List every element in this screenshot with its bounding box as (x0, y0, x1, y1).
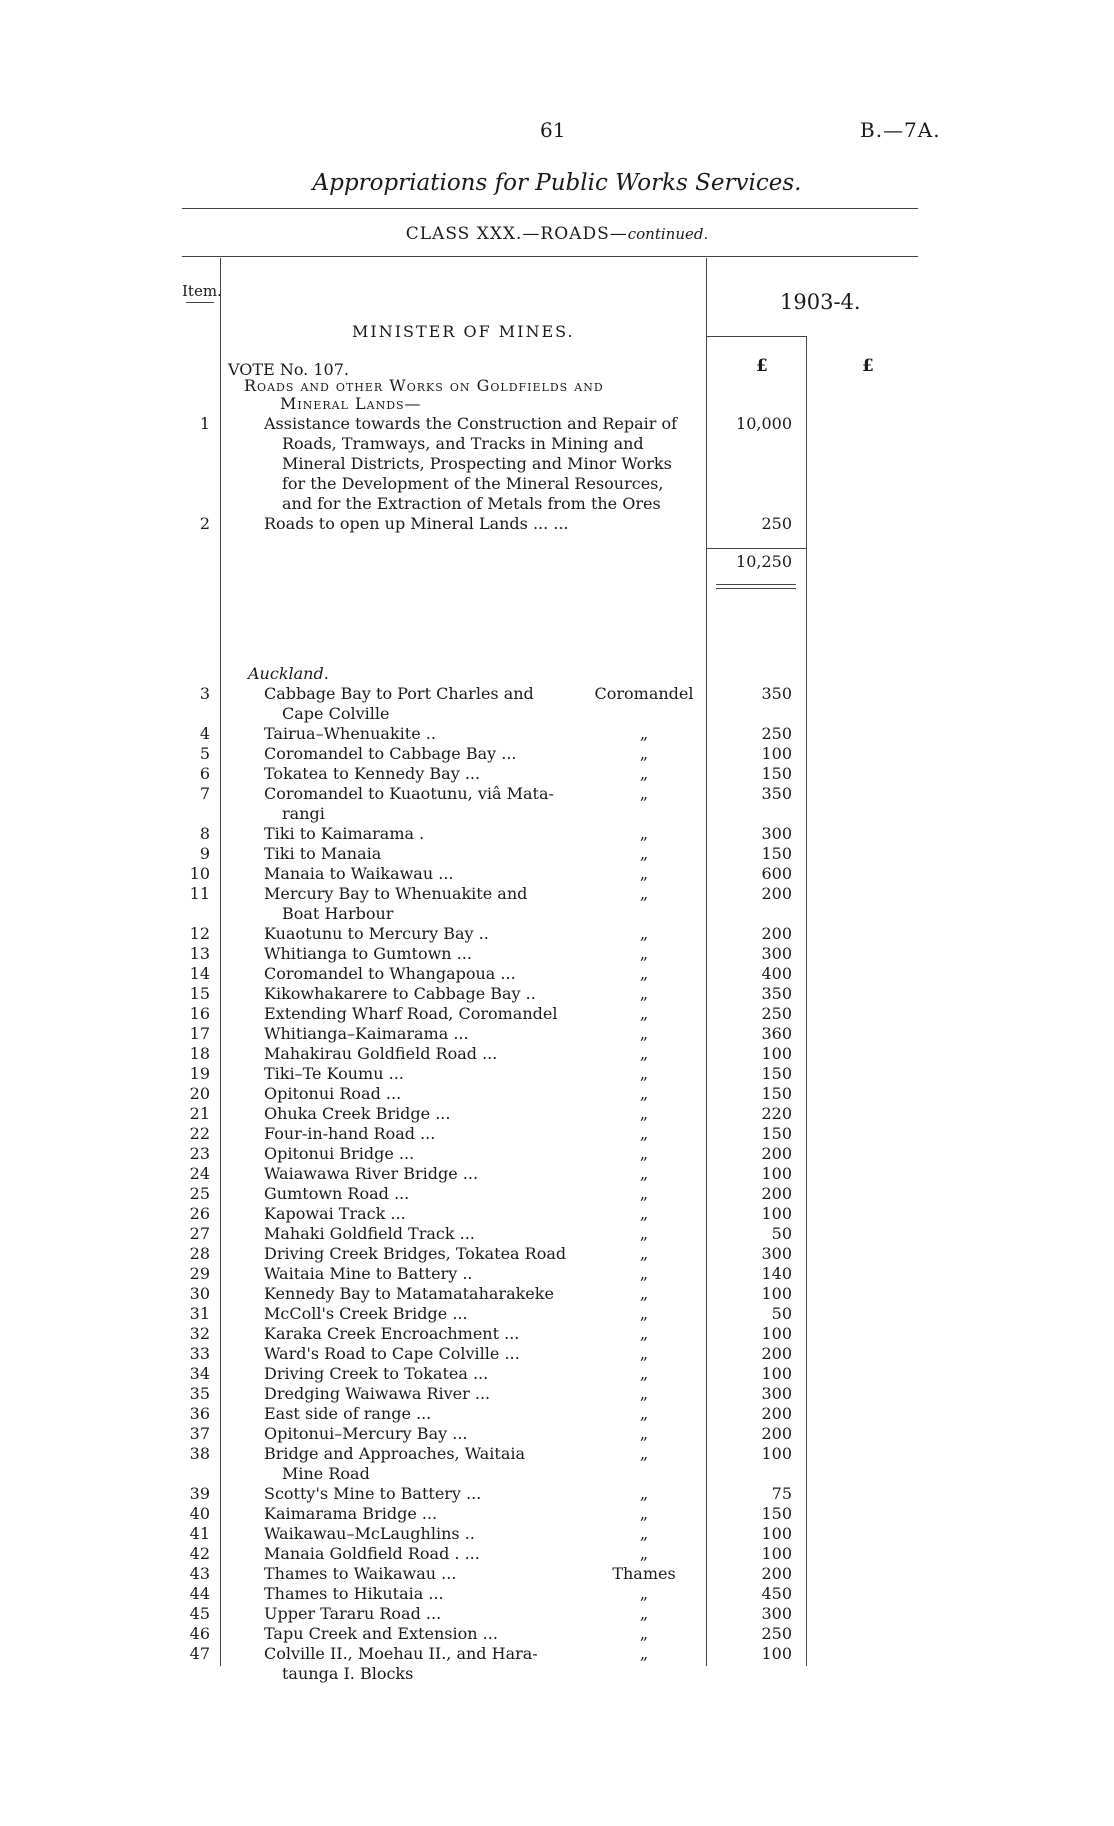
row-description: Thames to Waikawau ... (264, 1564, 457, 1583)
row-description: Tiki to Manaia (264, 844, 382, 863)
row-item-number: 24 (189, 1164, 210, 1183)
row-amount: 200 (761, 1344, 792, 1363)
row-item-number: 31 (189, 1304, 210, 1323)
row-district: „ (639, 1224, 649, 1243)
vote-item-description: and for the Extraction of Metals from the Ores (282, 494, 661, 513)
row-description: Mine Road (282, 1464, 370, 1483)
row-item-number: 43 (189, 1564, 210, 1583)
row-district: „ (639, 1164, 649, 1183)
row-description: Kennedy Bay to Matamataharakeke (264, 1284, 554, 1303)
row-amount: 100 (761, 1044, 792, 1063)
vote-label: VOTE No. 107. (228, 360, 349, 379)
row-district: „ (639, 1244, 649, 1263)
row-district: „ (639, 1504, 649, 1523)
vote-total: 10,250 (736, 552, 792, 571)
row-amount: 300 (761, 944, 792, 963)
row-item-number: 37 (189, 1424, 210, 1443)
row-item-number: 10 (189, 864, 210, 883)
row-district: „ (639, 1544, 649, 1563)
row-amount: 200 (761, 924, 792, 943)
row-district: „ (639, 1024, 649, 1043)
row-item-number: 15 (189, 984, 210, 1003)
row-description: Mahaki Goldfield Track ... (264, 1224, 475, 1243)
page-title: Appropriations for Public Works Services. (312, 170, 802, 196)
vote-item-description: Roads to open up Mineral Lands ... ... (264, 514, 569, 533)
row-amount: 100 (761, 1324, 792, 1343)
row-item-number: 25 (189, 1184, 210, 1203)
row-item-number: 17 (189, 1024, 210, 1043)
row-amount: 150 (761, 844, 792, 863)
row-item-number: 46 (189, 1624, 210, 1643)
row-amount: 200 (761, 1564, 792, 1583)
row-description: Thames to Hikutaia ... (264, 1584, 444, 1603)
row-amount: 220 (761, 1104, 792, 1123)
row-description: Driving Creek Bridges, Tokatea Road (264, 1244, 567, 1263)
year-header-rule (706, 336, 806, 337)
class-heading-main: CLASS XXX.—ROADS— (405, 224, 628, 244)
vote-item-description: for the Development of the Mineral Resources, (282, 474, 664, 493)
row-district: „ (639, 1384, 649, 1403)
row-district: „ (639, 1104, 649, 1123)
row-amount: 400 (761, 964, 792, 983)
row-item-number: 11 (189, 884, 210, 903)
row-item-number: 30 (189, 1284, 210, 1303)
row-district: „ (639, 824, 649, 843)
vote-item-description: Roads, Tramways, and Tracks in Mining and (282, 434, 644, 453)
vote-item-amount: 250 (761, 514, 792, 533)
vote-item-description: Assistance towards the Construction and Repair of (264, 414, 678, 433)
row-item-number: 23 (189, 1144, 210, 1163)
row-item-number: 9 (199, 844, 210, 863)
vote-total-rule (706, 548, 806, 549)
row-item-number: 27 (189, 1224, 210, 1243)
row-item-number: 32 (189, 1324, 210, 1343)
year-column-header: 1903-4. (780, 290, 861, 314)
row-description: Tiki–Te Koumu ... (264, 1064, 404, 1083)
row-item-number: 26 (189, 1204, 210, 1223)
row-description: taunga I. Blocks (282, 1664, 414, 1683)
row-amount: 450 (761, 1584, 792, 1603)
row-district: Coromandel (594, 684, 694, 703)
row-description: Upper Tararu Road ... (264, 1604, 442, 1623)
row-amount: 100 (761, 744, 792, 763)
vote-total-underline-1 (716, 584, 796, 585)
row-district: „ (639, 1204, 649, 1223)
row-item-number: 47 (189, 1644, 210, 1663)
row-description: Tapu Creek and Extension ... (264, 1624, 498, 1643)
row-district: „ (639, 1484, 649, 1503)
row-district: „ (639, 964, 649, 983)
item-column-rule (220, 258, 221, 1666)
vote-title-line-1: Roads and other Works on Goldfields and (244, 376, 604, 395)
row-district: „ (639, 1584, 649, 1603)
row-description: Waitaia Mine to Battery .. (264, 1264, 473, 1283)
row-district: „ (639, 884, 649, 903)
row-item-number: 8 (199, 824, 210, 843)
row-description: Opitonui Bridge ... (264, 1144, 415, 1163)
row-amount: 100 (761, 1164, 792, 1183)
row-description: Tokatea to Kennedy Bay ... (264, 764, 481, 783)
row-description: Coromandel to Whangapoua ... (264, 964, 516, 983)
row-amount: 100 (761, 1544, 792, 1563)
row-item-number: 19 (189, 1064, 210, 1083)
row-item-number: 3 (199, 684, 210, 703)
row-description: Kaimarama Bridge ... (264, 1504, 438, 1523)
row-amount: 300 (761, 1384, 792, 1403)
subtotal-column-rule (806, 336, 807, 1666)
row-amount: 100 (761, 1284, 792, 1303)
row-amount: 100 (761, 1364, 792, 1383)
row-item-number: 38 (189, 1444, 210, 1463)
row-item-number: 16 (189, 1004, 210, 1023)
vote-item-amount: 10,000 (736, 414, 792, 433)
row-district: „ (639, 1084, 649, 1103)
row-description: Scotty's Mine to Battery ... (264, 1484, 482, 1503)
class-heading (0, 224, 1114, 244)
row-amount: 350 (761, 684, 792, 703)
row-amount: 350 (761, 984, 792, 1003)
row-amount: 100 (761, 1644, 792, 1663)
row-description: Coromandel to Cabbage Bay ... (264, 744, 517, 763)
row-amount: 250 (761, 1004, 792, 1023)
vote-item-number: 1 (199, 414, 210, 433)
page-number: 61 (540, 118, 566, 142)
title-rule (182, 208, 918, 209)
document-code: B.—7A. (860, 118, 941, 142)
row-description: Manaia to Waikawau ... (264, 864, 454, 883)
row-description: Whitianga–Kaimarama ... (264, 1024, 469, 1043)
class-heading-continued: continued. (627, 225, 709, 243)
row-district: „ (639, 1424, 649, 1443)
row-item-number: 34 (189, 1364, 210, 1383)
row-district: „ (639, 1344, 649, 1363)
row-item-number: 12 (189, 924, 210, 943)
row-district: „ (639, 1604, 649, 1623)
row-description: Dredging Waiwawa River ... (264, 1384, 491, 1403)
row-amount: 100 (761, 1524, 792, 1543)
pound-sign-1: £ (756, 356, 768, 376)
row-amount: 140 (761, 1264, 792, 1283)
row-amount: 50 (771, 1224, 792, 1243)
row-item-number: 20 (189, 1084, 210, 1103)
row-item-number: 5 (199, 744, 210, 763)
row-amount: 360 (761, 1024, 792, 1043)
row-description: Opitonui–Mercury Bay ... (264, 1424, 468, 1443)
row-description: East side of range ... (264, 1404, 432, 1423)
row-district: „ (639, 984, 649, 1003)
region-subheading: Auckland. (248, 664, 329, 683)
row-amount: 150 (761, 1064, 792, 1083)
row-description: Waikawau–McLaughlins .. (264, 1524, 475, 1543)
row-amount: 100 (761, 1444, 792, 1463)
row-amount: 200 (761, 1424, 792, 1443)
row-description: Tiki to Kaimarama . (264, 824, 425, 843)
row-description: Opitonui Road ... (264, 1084, 402, 1103)
row-district: „ (639, 1044, 649, 1063)
row-description: Ward's Road to Cape Colville ... (264, 1344, 520, 1363)
row-description: Ohuka Creek Bridge ... (264, 1104, 451, 1123)
row-district: „ (639, 1124, 649, 1143)
row-item-number: 45 (189, 1604, 210, 1623)
row-district: „ (639, 1624, 649, 1643)
row-district: „ (639, 1284, 649, 1303)
row-district: „ (639, 944, 649, 963)
row-description: Cape Colville (282, 704, 390, 723)
row-description: Driving Creek to Tokatea ... (264, 1364, 489, 1383)
row-amount: 200 (761, 1404, 792, 1423)
row-item-number: 42 (189, 1544, 210, 1563)
row-item-number: 13 (189, 944, 210, 963)
row-description: Coromandel to Kuaotunu, viâ Mata- (264, 784, 554, 803)
row-district: „ (639, 1324, 649, 1343)
vote-item-description: Mineral Districts, Prospecting and Minor Works (282, 454, 672, 473)
row-amount: 75 (771, 1484, 792, 1503)
minister-heading: MINISTER OF MINES. (352, 322, 575, 341)
row-district: „ (639, 1304, 649, 1323)
row-district: „ (639, 1524, 649, 1543)
row-description: Cabbage Bay to Port Charles and (264, 684, 534, 703)
row-description: Mercury Bay to Whenuakite and (264, 884, 528, 903)
row-item-number: 28 (189, 1244, 210, 1263)
vote-title-line-2: Mineral Lands— (280, 394, 422, 413)
row-description: Four-in-hand Road ... (264, 1124, 436, 1143)
row-description: Kapowai Track ... (264, 1204, 406, 1223)
row-district: „ (639, 864, 649, 883)
row-district: „ (639, 1064, 649, 1083)
row-description: Kuaotunu to Mercury Bay .. (264, 924, 489, 943)
row-amount: 150 (761, 1124, 792, 1143)
row-district: „ (639, 844, 649, 863)
vote-item-number: 2 (199, 514, 210, 533)
row-item-number: 40 (189, 1504, 210, 1523)
row-description: Kikowhakarere to Cabbage Bay .. (264, 984, 536, 1003)
row-description: Bridge and Approaches, Waitaia (264, 1444, 526, 1463)
row-amount: 350 (761, 784, 792, 803)
row-item-number: 44 (189, 1584, 210, 1603)
row-amount: 300 (761, 824, 792, 843)
row-item-number: 33 (189, 1344, 210, 1363)
row-item-number: 41 (189, 1524, 210, 1543)
row-description: Mahakirau Goldfield Road ... (264, 1044, 498, 1063)
row-district: „ (639, 764, 649, 783)
row-district: „ (639, 1364, 649, 1383)
amount-column-rule (706, 258, 707, 1666)
row-item-number: 14 (189, 964, 210, 983)
row-item-number: 35 (189, 1384, 210, 1403)
row-amount: 100 (761, 1204, 792, 1223)
row-amount: 300 (761, 1244, 792, 1263)
row-item-number: 29 (189, 1264, 210, 1283)
row-item-number: 21 (189, 1104, 210, 1123)
row-amount: 50 (771, 1304, 792, 1323)
row-description: Colville II., Moehau II., and Hara- (264, 1644, 538, 1663)
row-item-number: 18 (189, 1044, 210, 1063)
item-column-header: Item. (182, 282, 222, 300)
row-district: „ (639, 1264, 649, 1283)
row-item-number: 39 (189, 1484, 210, 1503)
row-amount: 150 (761, 1504, 792, 1523)
row-district: „ (639, 1004, 649, 1023)
row-description: Whitianga to Gumtown ... (264, 944, 472, 963)
row-district: „ (639, 1144, 649, 1163)
row-item-number: 4 (199, 724, 210, 743)
row-amount: 200 (761, 1144, 792, 1163)
row-amount: 250 (761, 724, 792, 743)
row-description: McColl's Creek Bridge ... (264, 1304, 468, 1323)
row-amount: 200 (761, 884, 792, 903)
vote-total-underline-2 (716, 588, 796, 589)
row-district: „ (639, 1444, 649, 1463)
row-description: Karaka Creek Encroachment ... (264, 1324, 520, 1343)
row-description: Waiawawa River Bridge ... (264, 1164, 479, 1183)
row-description: Boat Harbour (282, 904, 394, 923)
row-district: Thames (612, 1564, 676, 1583)
row-item-number: 7 (199, 784, 210, 803)
row-district: „ (639, 1184, 649, 1203)
table-top-rule (182, 256, 918, 257)
row-district: „ (639, 1404, 649, 1423)
row-district: „ (639, 924, 649, 943)
row-amount: 250 (761, 1624, 792, 1643)
row-district: „ (639, 784, 649, 803)
row-item-number: 36 (189, 1404, 210, 1423)
row-description: rangi (282, 804, 325, 823)
row-description: Tairua–Whenuakite .. (264, 724, 436, 743)
row-amount: 200 (761, 1184, 792, 1203)
row-amount: 300 (761, 1604, 792, 1623)
row-amount: 150 (761, 764, 792, 783)
row-item-number: 6 (199, 764, 210, 783)
row-description: Manaia Goldfield Road . ... (264, 1544, 480, 1563)
row-amount: 150 (761, 1084, 792, 1103)
row-district: „ (639, 1644, 649, 1663)
row-item-number: 22 (189, 1124, 210, 1143)
row-amount: 600 (761, 864, 792, 883)
item-header-underline (186, 302, 214, 303)
row-district: „ (639, 724, 649, 743)
pound-sign-2: £ (862, 356, 874, 376)
row-description: Gumtown Road ... (264, 1184, 410, 1203)
row-description: Extending Wharf Road, Coromandel (264, 1004, 558, 1023)
row-district: „ (639, 744, 649, 763)
